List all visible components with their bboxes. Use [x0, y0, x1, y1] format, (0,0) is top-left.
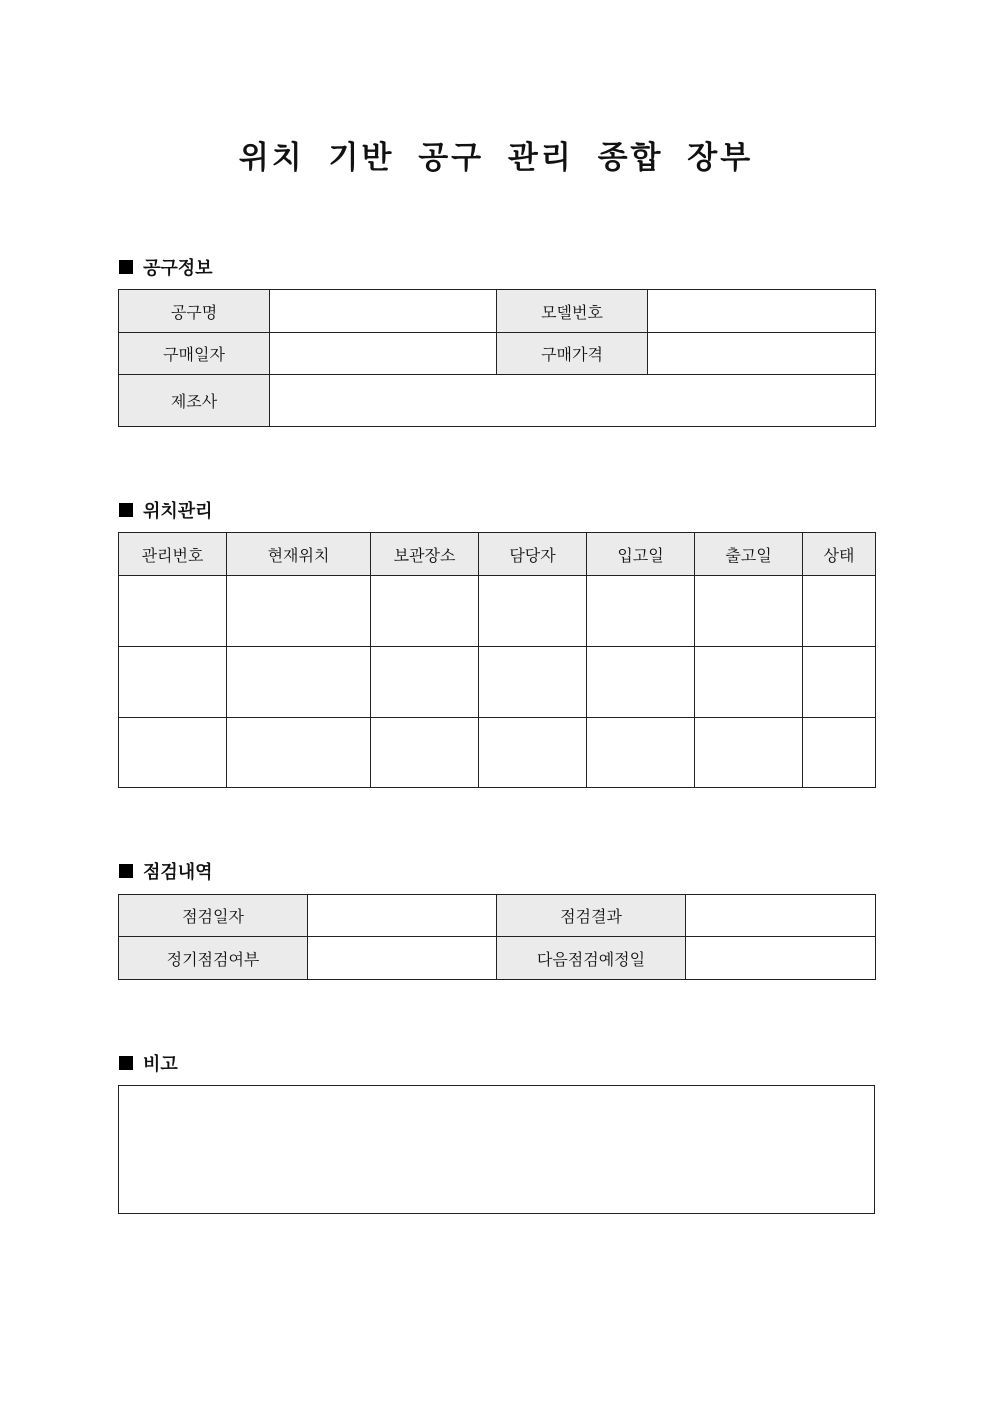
table-row — [119, 647, 876, 718]
inspection-result-field[interactable] — [686, 895, 876, 937]
table-cell[interactable] — [587, 718, 695, 788]
square-bullet-icon — [119, 503, 133, 517]
square-bullet-icon — [119, 864, 133, 878]
manufacturer-field[interactable] — [270, 375, 876, 427]
purchase-date-label: 구매일자 — [119, 333, 270, 375]
column-header: 현재위치 — [227, 533, 371, 576]
table-cell[interactable] — [227, 647, 371, 718]
table-cell[interactable] — [479, 718, 587, 788]
model-no-label: 모델번호 — [497, 290, 648, 333]
section-heading-label: 비고 — [143, 1054, 178, 1075]
table-cell[interactable] — [587, 576, 695, 647]
model-no-field[interactable] — [648, 290, 876, 333]
purchase-price-label: 구매가격 — [497, 333, 648, 375]
tool-name-field[interactable] — [270, 290, 497, 333]
table-cell[interactable] — [119, 576, 227, 647]
location-header-row — [119, 533, 876, 576]
tool-info-table — [118, 289, 876, 427]
regular-inspection-label: 정기점검여부 — [119, 937, 308, 980]
section-heading-location — [119, 497, 213, 523]
table-cell[interactable] — [695, 718, 803, 788]
column-header: 관리번호 — [119, 533, 227, 576]
table-cell[interactable] — [803, 576, 876, 647]
section-heading-tool-info — [119, 254, 213, 280]
manufacturer-label: 제조사 — [119, 375, 270, 427]
table-cell[interactable] — [587, 647, 695, 718]
inspection-date-label: 점검일자 — [119, 895, 308, 937]
table-cell[interactable] — [479, 647, 587, 718]
section-heading-label: 공구정보 — [143, 258, 213, 279]
section-heading-label: 위치관리 — [143, 501, 213, 522]
column-header: 담당자 — [479, 533, 587, 576]
table-cell[interactable] — [227, 718, 371, 788]
square-bullet-icon — [119, 260, 133, 274]
table-cell[interactable] — [803, 718, 876, 788]
section-heading-inspection — [119, 858, 213, 884]
remarks-field[interactable] — [118, 1085, 875, 1214]
square-bullet-icon — [119, 1056, 133, 1070]
table-cell[interactable] — [119, 718, 227, 788]
purchase-date-field[interactable] — [270, 333, 497, 375]
table-cell[interactable] — [371, 647, 479, 718]
next-inspection-date-field[interactable] — [686, 937, 876, 980]
column-header: 입고일 — [587, 533, 695, 576]
table-cell[interactable] — [227, 576, 371, 647]
table-row — [119, 576, 876, 647]
page-title: 위치 기반 공구 관리 종합 장부 — [238, 140, 754, 176]
purchase-price-field[interactable] — [648, 333, 876, 375]
table-cell[interactable] — [803, 647, 876, 718]
section-heading-remarks — [119, 1050, 178, 1076]
next-inspection-date-label: 다음점검예정일 — [497, 937, 686, 980]
location-table — [118, 532, 876, 788]
column-header: 출고일 — [695, 533, 803, 576]
table-cell[interactable] — [371, 576, 479, 647]
tool-name-label: 공구명 — [119, 290, 270, 333]
table-cell[interactable] — [371, 718, 479, 788]
table-cell[interactable] — [119, 647, 227, 718]
inspection-table — [118, 894, 876, 980]
section-heading-label: 점검내역 — [143, 862, 213, 883]
inspection-date-field[interactable] — [308, 895, 497, 937]
regular-inspection-field[interactable] — [308, 937, 497, 980]
table-cell[interactable] — [695, 647, 803, 718]
table-cell[interactable] — [479, 576, 587, 647]
column-header: 상태 — [803, 533, 876, 576]
inspection-result-label: 점검결과 — [497, 895, 686, 937]
table-row — [119, 718, 876, 788]
column-header: 보관장소 — [371, 533, 479, 576]
table-cell[interactable] — [695, 576, 803, 647]
